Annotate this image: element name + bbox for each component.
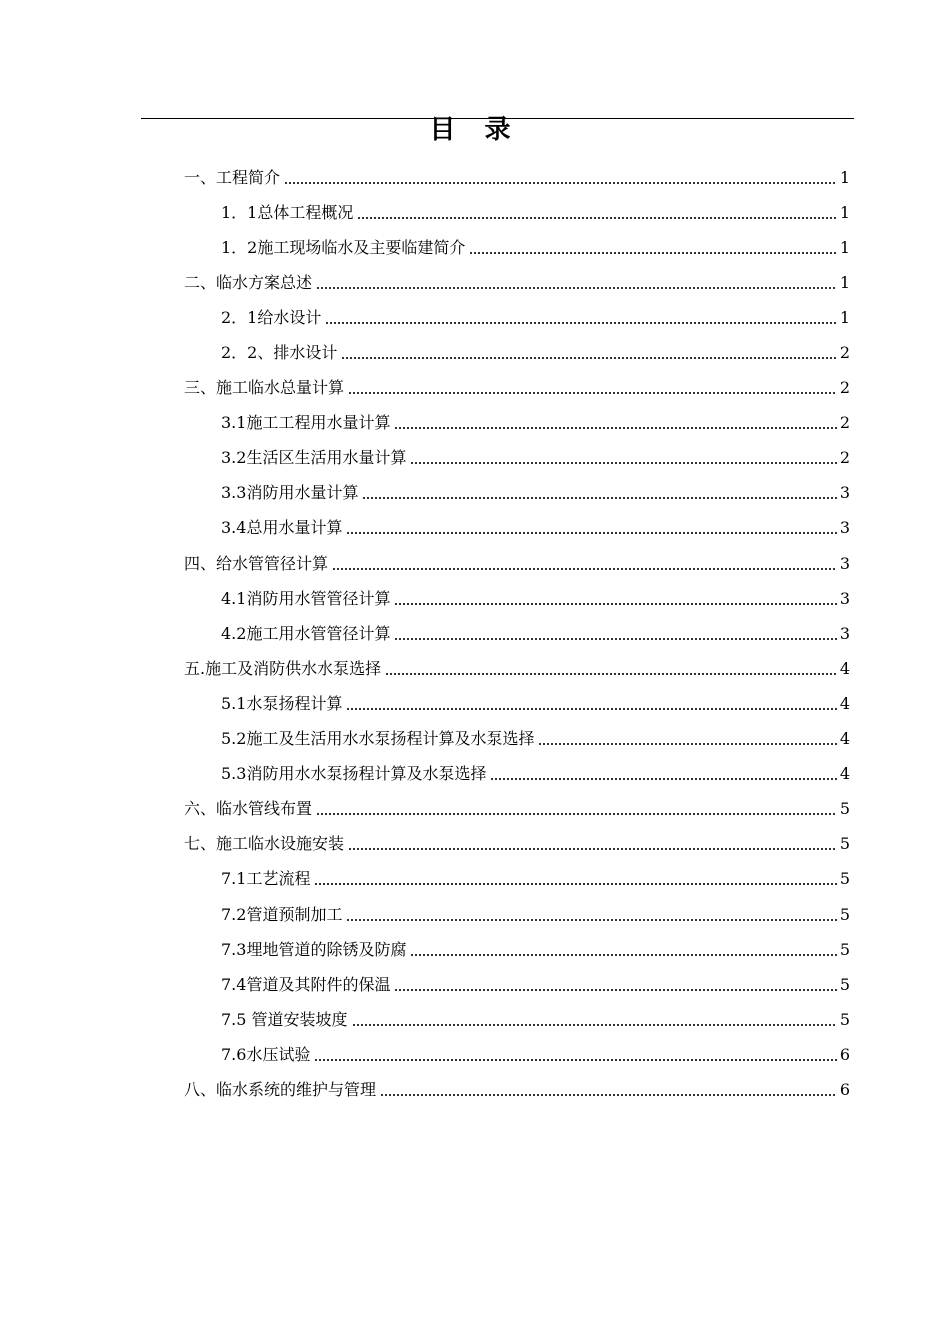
toc-section-entry[interactable]	[221, 406, 850, 441]
toc-entry-title: 2．1给水设计	[221, 307, 322, 327]
toc-section-entry[interactable]	[221, 967, 850, 1002]
toc-entry-title: 3.4总用水量计算	[221, 518, 343, 538]
toc-section-entry[interactable]	[221, 335, 850, 370]
dot-leader	[380, 1094, 837, 1096]
dot-leader	[394, 989, 836, 991]
dot-leader	[410, 954, 836, 956]
toc-page-number: 2	[839, 343, 850, 363]
toc-section-entry[interactable]	[221, 862, 850, 897]
toc-page-number: 4	[839, 764, 850, 784]
dot-leader	[316, 287, 837, 289]
toc-page-number: 4	[839, 693, 850, 713]
toc-entry-title: 7.5 管道安装坡度	[221, 1009, 348, 1029]
toc-entry-title: 3.2生活区生活用水量计算	[221, 448, 407, 468]
dot-leader	[352, 1024, 837, 1026]
toc-entry-title: 1．2施工现场临水及主要临建简介	[221, 237, 466, 257]
toc-entry-title: 2．2、排水设计	[221, 343, 338, 363]
toc-entry-title: 7.1工艺流程	[221, 869, 311, 889]
toc-chapter-entry[interactable]	[184, 546, 850, 581]
toc-page-number: 3	[839, 588, 850, 608]
toc-entry-title: 7.4管道及其附件的保温	[221, 974, 391, 994]
toc-page-number: 1	[839, 167, 850, 187]
toc-section-entry[interactable]	[221, 230, 850, 265]
toc-entry-title: 3.3消防用水量计算	[221, 483, 359, 503]
dot-leader	[348, 848, 837, 850]
toc-page-number: 6	[839, 1079, 850, 1099]
toc-page-number: 5	[839, 834, 850, 854]
toc-entry-title: 4.1消防用水管管径计算	[221, 588, 391, 608]
toc-entry-title: 4.2施工用水管管径计算	[221, 623, 391, 643]
dot-leader	[538, 743, 836, 745]
dot-leader	[490, 778, 836, 780]
toc-page-number: 1	[839, 307, 850, 327]
dot-leader	[316, 813, 837, 815]
toc-section-entry[interactable]	[221, 1037, 850, 1072]
toc-entry-title: 5.2施工及生活用水水泵扬程计算及水泵选择	[221, 729, 535, 749]
toc-section-entry[interactable]	[221, 441, 850, 476]
toc-section-entry[interactable]	[221, 616, 850, 651]
toc-chapter-entry[interactable]	[184, 371, 850, 406]
toc-section-entry[interactable]	[221, 581, 850, 616]
toc-section-entry[interactable]	[221, 511, 850, 546]
toc-entry-title: 七、施工临水设施安装	[184, 834, 345, 854]
toc-page-number: 2	[839, 413, 850, 433]
toc-entry-title: 7.2管道预制加工	[221, 904, 343, 924]
toc-entry-title: 三、施工临水总量计算	[184, 378, 345, 398]
dot-leader	[325, 322, 836, 324]
toc-section-entry[interactable]	[221, 300, 850, 335]
toc-page-number: 5	[839, 799, 850, 819]
toc-chapter-entry[interactable]	[184, 827, 850, 862]
dot-leader	[394, 603, 836, 605]
toc-section-entry[interactable]	[221, 476, 850, 511]
toc-section-entry[interactable]	[221, 1002, 850, 1037]
dot-leader	[362, 497, 836, 499]
toc-page-number: 1	[839, 272, 850, 292]
dot-leader	[314, 883, 836, 885]
toc-entry-title: 八、临水系统的维护与管理	[184, 1079, 377, 1099]
toc-page-number: 3	[839, 518, 850, 538]
toc-section-entry[interactable]	[221, 195, 850, 230]
toc-section-entry[interactable]	[221, 897, 850, 932]
toc-chapter-entry[interactable]	[184, 792, 850, 827]
toc-entry-title: 7.3埋地管道的除锈及防腐	[221, 939, 407, 959]
dot-leader	[385, 673, 837, 675]
toc-page-number: 1	[839, 202, 850, 222]
toc-entry-title: 五.施工及消防供水水泵选择	[184, 658, 382, 678]
toc-chapter-entry[interactable]	[184, 160, 850, 195]
dot-leader	[394, 427, 836, 429]
toc-page-number: 5	[839, 939, 850, 959]
dot-leader	[348, 392, 837, 394]
toc-page-number: 5	[839, 904, 850, 924]
toc-entry-title: 5.1水泵扬程计算	[221, 693, 343, 713]
table-of-contents	[0, 160, 950, 1108]
toc-page-number: 4	[839, 658, 850, 678]
dot-leader	[469, 252, 836, 254]
toc-page-number: 2	[839, 378, 850, 398]
toc-page-number: 5	[839, 1009, 850, 1029]
toc-chapter-entry[interactable]	[184, 1072, 850, 1107]
toc-entry-title: 四、给水管管径计算	[184, 553, 329, 573]
dot-leader	[332, 568, 837, 570]
toc-entry-title: 六、临水管线布置	[184, 799, 313, 819]
toc-page-number: 1	[839, 237, 850, 257]
toc-page-number: 6	[839, 1044, 850, 1064]
toc-page-number: 3	[839, 553, 850, 573]
dot-leader	[314, 1059, 836, 1061]
toc-section-entry[interactable]	[221, 757, 850, 792]
dot-leader	[284, 182, 837, 184]
dot-leader	[346, 708, 836, 710]
toc-page-number: 3	[839, 483, 850, 503]
toc-page-number: 5	[839, 869, 850, 889]
dot-leader	[346, 532, 836, 534]
toc-page-number: 4	[839, 729, 850, 749]
toc-entry-title: 二、临水方案总述	[184, 272, 313, 292]
toc-entry-title: 7.6水压试验	[221, 1044, 311, 1064]
toc-section-entry[interactable]	[221, 722, 850, 757]
dot-leader	[357, 217, 836, 219]
dot-leader	[341, 357, 836, 359]
toc-page-number: 3	[839, 623, 850, 643]
toc-chapter-entry[interactable]	[184, 651, 850, 686]
dot-leader	[346, 919, 836, 921]
toc-entry-title: 一、工程简介	[184, 167, 281, 187]
toc-entry-title: 1．1总体工程概况	[221, 202, 354, 222]
toc-title: 目 录	[429, 115, 521, 145]
toc-chapter-entry[interactable]	[184, 265, 850, 300]
dot-leader	[410, 462, 836, 464]
toc-page-number: 5	[839, 974, 850, 994]
toc-section-entry[interactable]	[221, 932, 850, 967]
dot-leader	[394, 638, 836, 640]
toc-entry-title: 5.3消防用水水泵扬程计算及水泵选择	[221, 764, 487, 784]
toc-section-entry[interactable]	[221, 686, 850, 721]
toc-page-number: 2	[839, 448, 850, 468]
toc-entry-title: 3.1施工工程用水量计算	[221, 413, 391, 433]
